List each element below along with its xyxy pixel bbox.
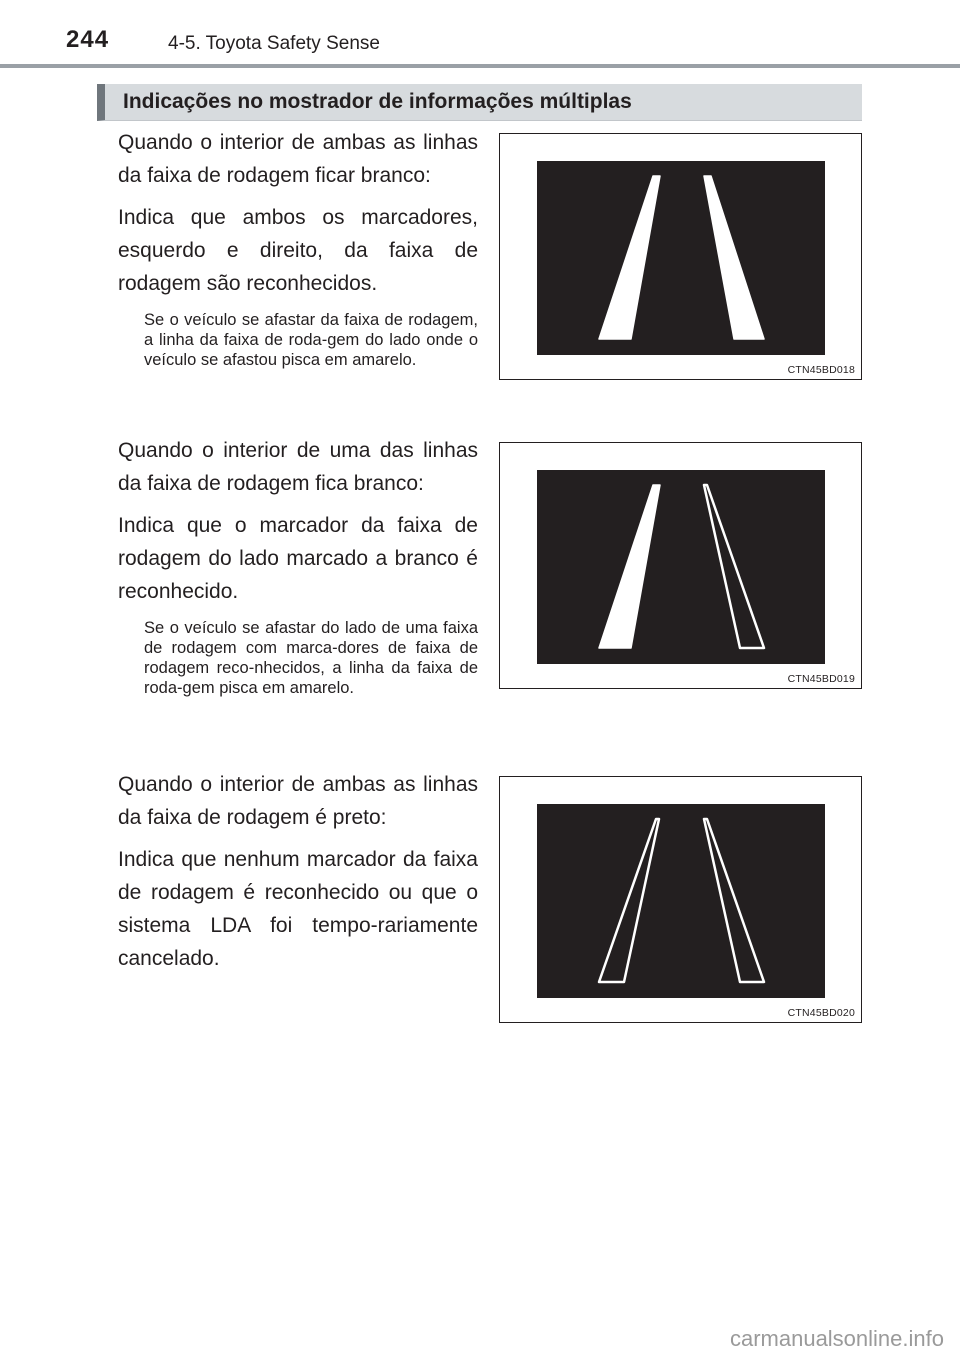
display-screen — [537, 470, 825, 664]
text-block-both-white — [118, 126, 478, 370]
figure-both-lines-black — [499, 776, 862, 1023]
figure-code: CTN45BD020 — [787, 1007, 855, 1019]
right-lane-line-outline — [704, 485, 764, 648]
display-screen — [537, 804, 825, 998]
left-lane-line-filled — [599, 485, 660, 648]
section-header — [97, 84, 862, 121]
text-block-one-white — [118, 434, 478, 698]
condition-note: Se o veículo se afastar da faixa de rodagem, a linha da faixa de roda-gem do lado onde o veículo se afastou pisca em amarelo. — [144, 311, 478, 369]
left-lane-line-filled — [599, 176, 660, 339]
figure-code: CTN45BD018 — [787, 364, 855, 376]
condition-description: Indica que ambos os marcadores, esquerdo e direito, da faixa de rodagem são reconhecidos. — [118, 206, 478, 295]
watermark: carmanualsonline.info — [729, 1326, 944, 1351]
figure-code: CTN45BD019 — [787, 673, 855, 685]
header-rule — [0, 64, 960, 68]
condition-description: Indica que nenhum marcador da faixa de rodagem é reconhecido ou que o sistema LDA foi tempo-rariamente cancelado. — [118, 848, 478, 970]
figure-one-line-white — [499, 442, 862, 689]
condition-note: Se o veículo se afastar do lado de uma faixa de rodagem com marca-dores de faixa de rodagem reco-nhecidos, a linha da faixa de roda-gem pisca em amarelo. — [144, 619, 478, 697]
right-lane-line-filled — [704, 176, 764, 339]
left-lane-line-outline — [599, 819, 659, 982]
chapter-title: 4-5. Toyota Safety Sense — [168, 33, 380, 54]
right-lane-line-outline — [704, 819, 764, 982]
page-number: 244 — [66, 26, 110, 53]
condition-description: Indica que o marcador da faixa de rodagem do lado marcado a branco é reconhecido. — [118, 514, 478, 603]
condition-heading: Quando o interior de uma das linhas da faixa de rodagem fica branco: — [118, 439, 478, 495]
condition-heading: Quando o interior de ambas as linhas da faixa de rodagem ficar branco: — [118, 131, 478, 187]
section-title: Indicações no mostrador de informações múltiplas — [123, 90, 632, 113]
text-block-both-black — [118, 768, 478, 975]
display-screen — [537, 161, 825, 355]
condition-heading: Quando o interior de ambas as linhas da faixa de rodagem é preto: — [118, 773, 478, 829]
figure-both-lines-white — [499, 133, 862, 380]
